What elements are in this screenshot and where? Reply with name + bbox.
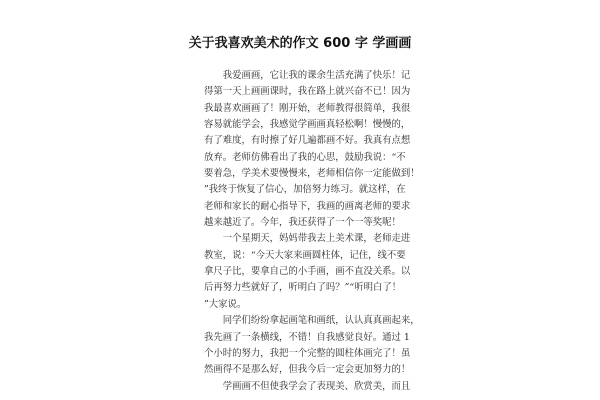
document-body <box>204 68 420 395</box>
body-line: ”大家说。 <box>204 298 247 310</box>
body-line: 然画得不是那么好，但我今后一定会更加努力的！ <box>204 364 411 376</box>
body-line: 教室，说：“今天大家来画圆柱体，记住，线不要 <box>204 249 406 261</box>
body-line: 越来越近了。今年，我还获得了一个一等奖呢！ <box>204 217 401 229</box>
body-line: 老师和家长的耐心指导下，我画的画离老师的要求 <box>204 200 411 212</box>
body-line: 要着急，学美术要慢慢来，老师相信你一定能做到！ <box>204 168 420 180</box>
body-line: 拿尺子比，要拿自己的小手画，画不直没关系。以 <box>204 266 411 278</box>
body-line: 个小时的努力，我把一个完整的圆柱体画完了！虽 <box>204 347 411 359</box>
body-line: 后再努力些就好了，听明白了吗？”“听明白了！ <box>204 282 402 294</box>
body-line: 我最喜欢画画了！刚开始，老师教得很简单，我很 <box>204 102 411 114</box>
body-line: 一个星期天，妈妈带我去上美术课，老师走进 <box>204 233 411 245</box>
body-line: 得第一天上画画课时，我在路上就兴奋不已！因为 <box>204 86 411 98</box>
document-title: 关于我喜欢美术的作文 600 字 学画画 <box>188 36 412 51</box>
body-line: 容易就能学会，我感觉学画画真轻松啊！慢慢的， <box>204 119 411 131</box>
body-line: ”我终于恢复了信心，加倍努力练习。就这样，在 <box>204 184 406 196</box>
body-line: 同学们纷纷拿起画笔和画纸，认认真真画起来， <box>204 315 420 327</box>
body-line: 有了难度，有时擦了好几遍都画不好。我真有点想 <box>204 135 411 147</box>
body-line: 我爱画画，它让我的课余生活充满了快乐！记 <box>204 70 411 81</box>
body-line: 学画画不但使我学会了表现美、欣赏美，而且 <box>204 380 411 392</box>
body-line: 我先画了一条横线，不错！自我感觉良好。通过 1 <box>204 331 410 343</box>
body-line: 放弃。老师仿佛看出了我的心思，鼓励我说：“不 <box>204 151 406 163</box>
